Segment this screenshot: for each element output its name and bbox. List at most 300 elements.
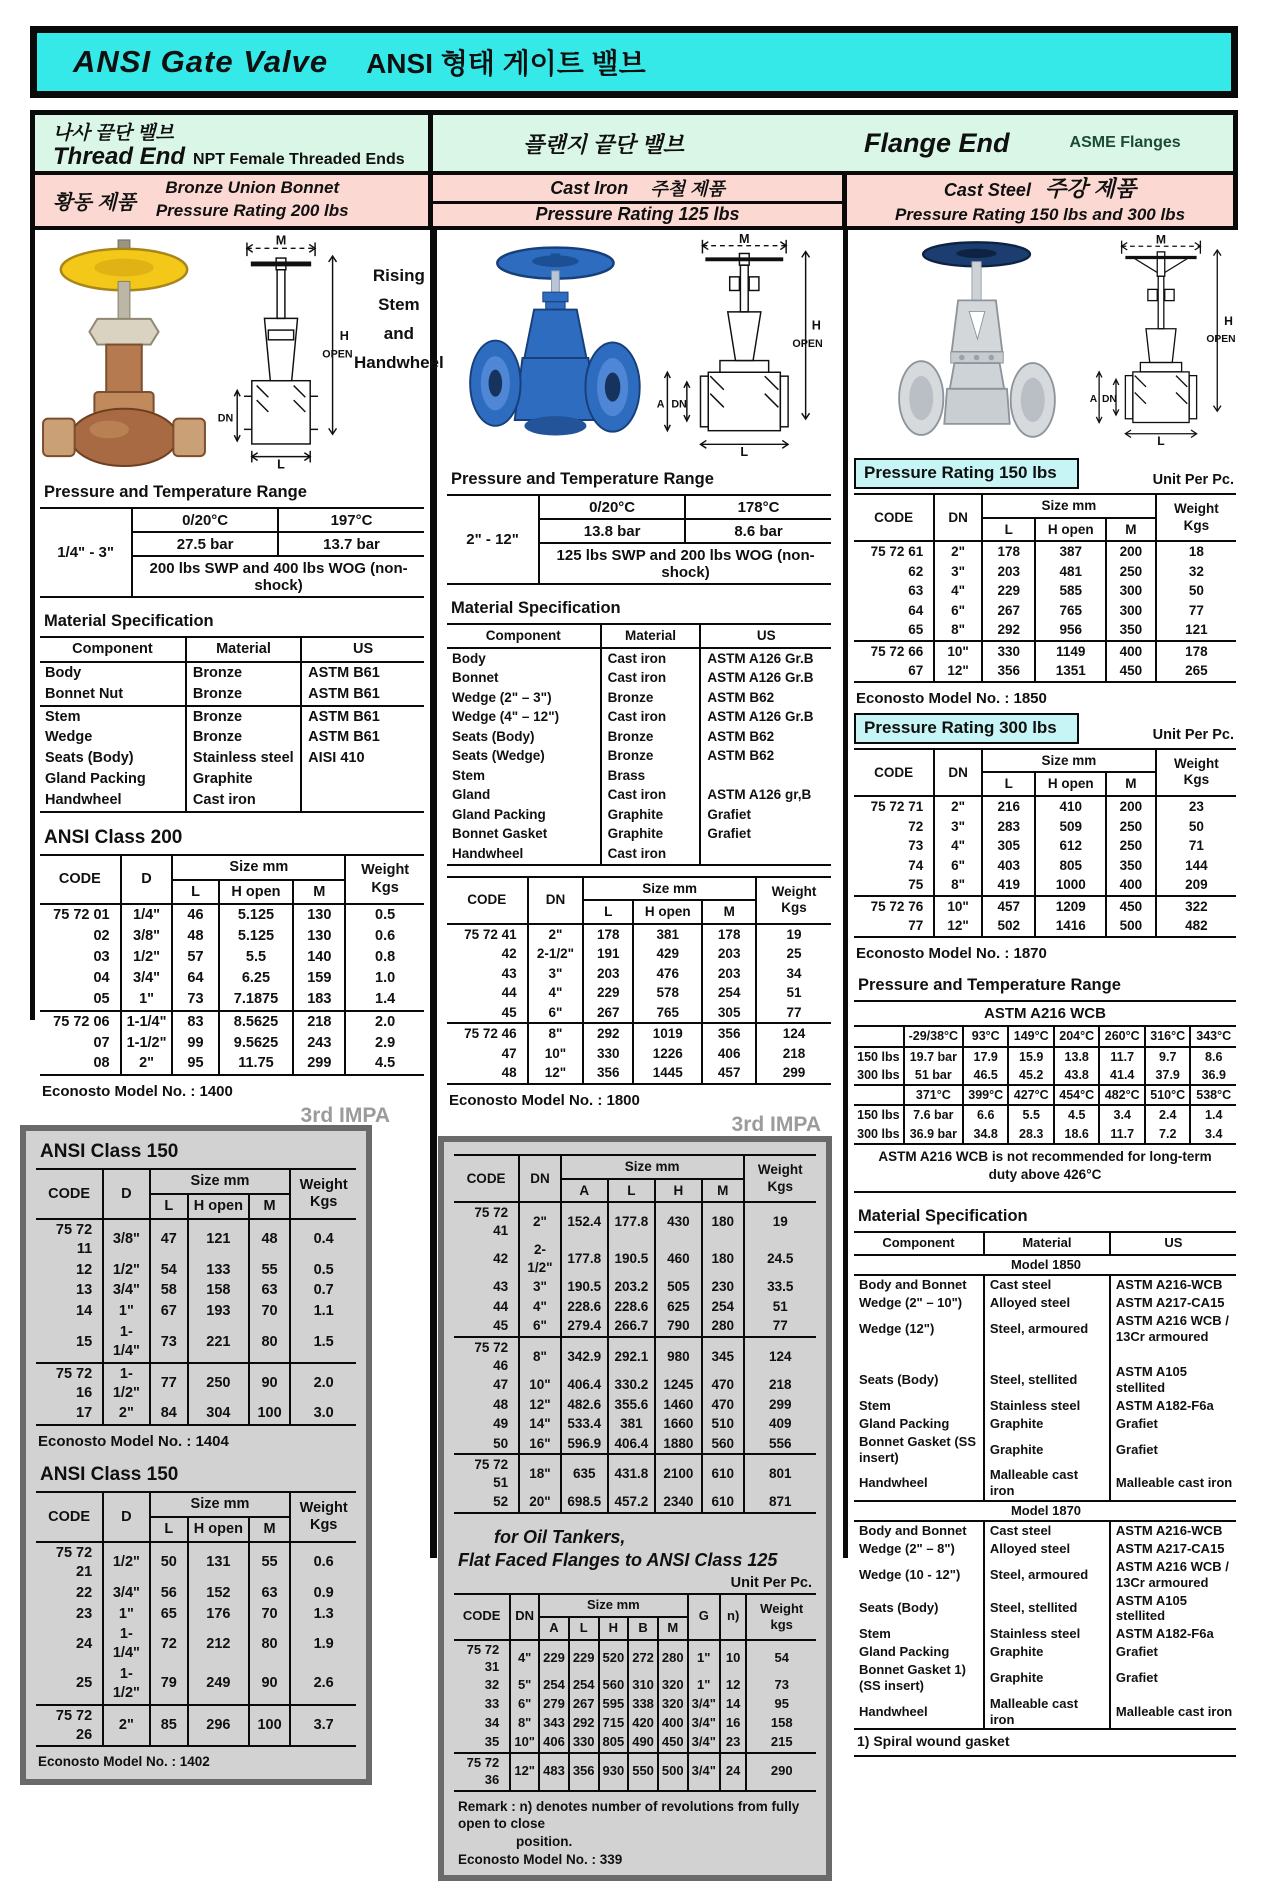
cell: 1-1/2" [103, 1664, 149, 1705]
cell: 1351 [1035, 661, 1106, 682]
cell: 10 [720, 1640, 747, 1677]
table-row [854, 1433, 1236, 1467]
table-row [454, 1297, 816, 1317]
cell: 4" [934, 581, 982, 601]
cell: ASTM B61 [301, 662, 424, 684]
cell: 350 [1106, 856, 1156, 876]
cell: 715 [599, 1714, 629, 1733]
table-row [854, 817, 1236, 837]
table-row [854, 856, 1236, 876]
cell: 0.6 [290, 1542, 356, 1583]
cell: 698.5 [561, 1492, 608, 1513]
cell: 99 [172, 1033, 218, 1054]
table-row [454, 1492, 816, 1513]
cell: 90 [249, 1363, 291, 1404]
cell: 1880 [655, 1434, 702, 1455]
table-row [854, 1312, 1236, 1346]
cell: 191 [583, 944, 633, 964]
cell: 0.7 [290, 1280, 356, 1301]
table-row [40, 727, 424, 748]
cell: Cast iron [601, 648, 701, 669]
cell: 73 [746, 1676, 816, 1695]
cell: 450 [658, 1733, 688, 1753]
cell: Bonnet Gasket 1) (SS insert) [859, 1661, 966, 1693]
cell: Gland [452, 787, 491, 803]
table-row [854, 1294, 1236, 1312]
cell: 18.6 [1054, 1125, 1100, 1144]
cell: 292 [982, 620, 1035, 641]
cell: Graphite [984, 1643, 1110, 1661]
cell: Wedge (4" – 12") [452, 709, 560, 725]
cell: 80 [249, 1322, 291, 1363]
cell: 502 [982, 916, 1035, 937]
cell: 5.125 [219, 904, 294, 926]
material-spec-table-left [40, 636, 424, 813]
cell: 533.4 [561, 1414, 608, 1434]
cell: Bonnet Gasket (SS insert) [859, 1433, 977, 1465]
cell: 218 [756, 1044, 831, 1064]
cell: 300 [1106, 601, 1156, 621]
cell: 16 [720, 1714, 747, 1733]
cell: 345 [702, 1337, 744, 1375]
cast-steel-column [854, 234, 1236, 1757]
cell: 470 [702, 1395, 744, 1415]
cell: 956 [1035, 620, 1106, 641]
table-row [40, 1053, 424, 1075]
cell: 1-1/4" [121, 1011, 173, 1033]
table-row [854, 661, 1236, 682]
cell: 500 [658, 1753, 688, 1791]
econosto-1800: Econosto Model No. : 1800 [449, 1092, 640, 1110]
cell: 0.8 [345, 947, 424, 968]
cell: 64 [908, 602, 924, 618]
table-row [854, 1026, 1236, 1046]
cell: 95 [746, 1695, 816, 1714]
cell: 635 [561, 1454, 608, 1492]
cell: 178 [702, 924, 756, 945]
cell: 07 [93, 1034, 110, 1051]
table-row [854, 1643, 1236, 1661]
cell: 4" [519, 1297, 561, 1317]
cell: 560 [702, 1434, 744, 1455]
cell: 10" [528, 1044, 584, 1064]
cell: 215 [746, 1733, 816, 1753]
cell: 46 [172, 904, 218, 926]
cell: 3/4" [103, 1583, 149, 1604]
cell: 356 [583, 1063, 633, 1084]
cell: 75 72 16 [36, 1363, 103, 1404]
table-row: A L H M [454, 1179, 816, 1203]
pt-table-left [40, 507, 424, 598]
col-l: L [172, 880, 218, 905]
table-row [454, 1753, 816, 1791]
impa-box-left [20, 1125, 372, 1785]
table-row [454, 1240, 816, 1277]
cell: 400 [1106, 875, 1156, 896]
cell: 62 [908, 563, 924, 579]
cell: ASTM B61 [301, 684, 424, 706]
table-row [854, 562, 1236, 582]
cell: 229 [982, 581, 1035, 601]
cell: Seats (Body) [45, 750, 134, 767]
cell: 490 [628, 1733, 658, 1753]
cell: 47 [501, 1045, 517, 1061]
cell: 292 [583, 1023, 633, 1044]
cell: 343 [539, 1714, 569, 1733]
svg-text:L: L [1157, 434, 1165, 448]
thread-end-ko: 나사 끝단 밸브 [53, 123, 174, 144]
material-spec-table-right [854, 1231, 1236, 1730]
bronze-line2: Pressure Rating 200 lbs [155, 201, 349, 221]
cell: 63 [249, 1280, 291, 1301]
cell [301, 790, 424, 812]
cell: 45.2 [1008, 1066, 1054, 1085]
table-row: Component Material US [447, 624, 831, 648]
cell: 22 [76, 1584, 93, 1601]
cell: Seats (Body) [859, 1600, 939, 1616]
cell: 50 [1156, 581, 1236, 601]
cell: Stem [452, 767, 486, 783]
cell: 585 [1035, 581, 1106, 601]
cell: 476 [633, 964, 702, 984]
cell: 429 [633, 944, 702, 964]
cell: 1" [121, 989, 173, 1011]
cell: ASTM A105 stellited [1110, 1592, 1236, 1626]
table-row [854, 1363, 1236, 1397]
table-row: CODE DN Size mm Weight Kgs [447, 877, 831, 901]
cell: 2100 [655, 1454, 702, 1492]
table-row [854, 581, 1236, 601]
table-row [454, 1202, 816, 1240]
table-row [447, 707, 831, 727]
cell: 48 [493, 1396, 509, 1412]
cell: 1445 [633, 1063, 702, 1084]
cell: 1149 [1035, 641, 1106, 662]
cell: 1/4" [121, 904, 173, 926]
table-row [40, 926, 424, 947]
cell: 1.0 [345, 968, 424, 989]
cell: 290 [746, 1753, 816, 1791]
table-row [40, 706, 424, 728]
econosto-1870: Econosto Model No. : 1870 [856, 944, 1047, 962]
cell: 48 [249, 1219, 291, 1260]
table-row [40, 947, 424, 968]
spiral-gasket-footnote: 1) Spiral wound gasket [854, 1730, 1236, 1757]
table-row: L H open M [854, 772, 1236, 796]
cell: 410 [1035, 796, 1106, 817]
cell: 431.8 [608, 1454, 655, 1492]
cell: 1-1/2" [103, 1363, 149, 1404]
table-row [854, 1047, 1236, 1066]
cell: 12" [519, 1395, 561, 1415]
table-row [454, 1414, 816, 1434]
cell: 121 [1156, 620, 1236, 641]
cell: 7.1875 [219, 989, 294, 1011]
cell: 56 [150, 1583, 188, 1604]
cell: 41.4 [1099, 1066, 1145, 1085]
cell: 4" [934, 836, 982, 856]
cell: Wedge (12") [859, 1320, 935, 1336]
cast-iron-product-cell [433, 175, 847, 226]
cell: 77 [908, 918, 924, 934]
cell: 5.5 [219, 947, 294, 968]
cell: 67 [150, 1301, 188, 1322]
cell: 150 lbs [854, 1047, 904, 1066]
cell: 254 [539, 1676, 569, 1695]
cell: ASTM B62 [700, 727, 831, 747]
cell: 70 [249, 1301, 291, 1322]
cell: ASTM A216-WCB [1110, 1275, 1236, 1294]
unit-per-pc-mid: Unit Per Pc. [730, 1574, 812, 1591]
cell: 356 [982, 661, 1035, 682]
cell: 133 [188, 1260, 249, 1281]
cell: 16" [519, 1434, 561, 1455]
cell: 381 [633, 924, 702, 945]
cell: 805 [599, 1733, 629, 1753]
thread-end-label: Thread End [53, 143, 186, 170]
cell: 45 [501, 1004, 517, 1020]
cell: 24 [720, 1753, 747, 1791]
cell: 14 [720, 1695, 747, 1714]
cell: 2" [103, 1403, 149, 1425]
cell: ASTM A126 Gr.B [700, 668, 831, 688]
cell: 510°C [1145, 1085, 1191, 1105]
cell: Stem [40, 706, 186, 728]
class150a-title: ANSI Class 150 [40, 1141, 179, 1163]
cell: ASTM A182-F6a [1110, 1397, 1236, 1415]
unit-per-pc-150: Unit Per Pc. [1152, 472, 1234, 488]
cell: Stem [859, 1398, 891, 1414]
cell: ASTM A105 stellited [1110, 1363, 1236, 1397]
cell: 320 [658, 1676, 688, 1695]
cell: 48 [172, 926, 218, 947]
cell: 6" [519, 1316, 561, 1337]
cell: -29/38°C [904, 1026, 963, 1046]
cell: 63 [908, 583, 924, 599]
cell: 2" [934, 796, 982, 817]
cell: 75 72 41 [474, 1205, 509, 1238]
cell: 3.4 [1099, 1105, 1145, 1124]
cell: 610 [702, 1492, 744, 1513]
table-row [36, 1403, 356, 1425]
cell: 4.5 [345, 1053, 424, 1075]
table-row: 200 lbs SWP and 400 lbs WOG (non-shock) [40, 556, 424, 597]
cell: 212 [188, 1624, 249, 1664]
cell: 19.7 bar [904, 1047, 963, 1066]
col-size-mm: Size mm [172, 855, 345, 880]
cell: 3" [528, 964, 584, 984]
cell: 228.6 [608, 1297, 655, 1317]
table-row [454, 1434, 816, 1455]
cell: 2.4 [1145, 1105, 1191, 1124]
cell: 44 [501, 985, 517, 1001]
bronze-valve-figure [40, 233, 444, 472]
cell: 2340 [655, 1492, 702, 1513]
cell: 355.6 [608, 1395, 655, 1415]
cell: 399°C [963, 1085, 1009, 1105]
cell: ASTM B62 [700, 746, 831, 766]
thread-end-cell [35, 115, 433, 171]
cell: 58 [150, 1280, 188, 1301]
cell: 75 72 76 [854, 896, 934, 917]
cell: Graphite [601, 824, 701, 844]
table-row [854, 896, 1236, 917]
cell: 316°C [1145, 1026, 1191, 1046]
cell: Graphite [984, 1433, 1110, 1467]
cell: Steel, stellited [984, 1592, 1110, 1626]
cell: 266.7 [608, 1316, 655, 1337]
table-row [36, 1301, 356, 1322]
cell: 8" [934, 875, 982, 896]
cell: 46.5 [963, 1066, 1009, 1085]
cell: 11.75 [219, 1053, 294, 1075]
cell: 32 [484, 1677, 500, 1693]
cell: 6.6 [963, 1105, 1009, 1124]
cell: Seats (Wedge) [452, 748, 545, 764]
cell: 77 [150, 1363, 188, 1404]
cell [854, 1085, 904, 1105]
bronze-line1: Bronze Union Bonnet [165, 178, 340, 198]
table-row [854, 1125, 1236, 1144]
cell: Bronze [186, 662, 301, 684]
remark-note: Remark : n) denotes number of revolutions from fully open to close position. [458, 1798, 800, 1849]
cell: 0.4 [290, 1219, 356, 1260]
cell: 32 [1156, 562, 1236, 582]
cell: 75 72 01 [53, 907, 110, 924]
end-type-row [35, 115, 1233, 175]
cell: 8.6 [1190, 1047, 1236, 1066]
cell: Bronze [601, 746, 701, 766]
table-row: A L H B M [454, 1617, 816, 1640]
cell: 216 [982, 796, 1035, 817]
cell: 1-1/4" [103, 1624, 149, 1664]
cell: ASTM A217-CA15 [1110, 1540, 1236, 1558]
table-row: CODE D Size mm Weight Kgs [36, 1492, 356, 1517]
cell: Malleable cast iron [984, 1466, 1110, 1501]
table-row [854, 1415, 1236, 1433]
cell: 230 [702, 1277, 744, 1297]
cell: 250 [1106, 817, 1156, 837]
cell: ASTM A216-WCB [1110, 1521, 1236, 1540]
cell: 283 [982, 817, 1035, 837]
cell: 43 [493, 1279, 509, 1295]
table-row [854, 1105, 1236, 1124]
cell: 610 [702, 1454, 744, 1492]
cell: 482.6 [561, 1395, 608, 1415]
table-row [40, 684, 424, 706]
table-row [854, 836, 1236, 856]
class150b-table [36, 1491, 356, 1747]
table-row [447, 824, 831, 844]
cell: Cast iron [186, 790, 301, 812]
cell: ASTM A217-CA15 [1110, 1294, 1236, 1312]
astm-header: ASTM A216 WCB [854, 1001, 1236, 1027]
cell: 12 [76, 1261, 93, 1278]
cell: 7.6 bar [904, 1105, 963, 1124]
table-row [36, 1542, 356, 1583]
cell: 7.2 [1145, 1125, 1191, 1144]
cell: 158 [188, 1280, 249, 1301]
cell: 54 [150, 1260, 188, 1281]
cell: 55 [249, 1260, 291, 1281]
cell: Cast iron [601, 844, 701, 865]
cell: 3/4" [688, 1695, 720, 1714]
cell: 178 [583, 924, 633, 945]
cell: 505 [655, 1277, 702, 1297]
cell: 279.4 [561, 1316, 608, 1337]
cell: 2-1/2" [519, 1240, 561, 1277]
divider-left-edge [30, 228, 35, 1020]
cell: 54 [746, 1640, 816, 1677]
rating-150-table [854, 493, 1236, 683]
cast-steel-product-cell [847, 175, 1233, 226]
cell: 1245 [655, 1375, 702, 1395]
cell: Gland Packing [452, 806, 546, 822]
cell: 409 [744, 1414, 816, 1434]
pt-title-right: Pressure and Temperature Range [858, 975, 1121, 994]
cell: ASTM A126 Gr.B [700, 707, 831, 727]
table-row [854, 1695, 1236, 1730]
cell: 596.9 [561, 1434, 608, 1455]
table-row: CODE DN Size mm G n) Weight kgs [454, 1594, 816, 1617]
table-row [454, 1695, 816, 1714]
cell: 130 [293, 904, 345, 926]
cell: 75 72 41 [464, 926, 517, 942]
cell: Grafiet [1110, 1433, 1236, 1467]
cell: Steel, stellited [984, 1363, 1110, 1397]
cell: Alloyed steel [984, 1540, 1110, 1558]
col-h-open: H open [219, 880, 294, 905]
cell: 75 72 21 [55, 1545, 93, 1580]
cell: 8.5625 [219, 1011, 294, 1033]
pt-table-mid [447, 494, 831, 585]
cell: 350 [1106, 620, 1156, 641]
cell: 75 72 11 [55, 1221, 93, 1257]
cell: Handwheel [859, 1703, 928, 1719]
table-row [854, 1397, 1236, 1415]
cell: Grafiet [700, 805, 831, 825]
cell: 450 [1106, 661, 1156, 682]
cell: 23 [1156, 796, 1236, 817]
cell: 47 [493, 1377, 509, 1393]
cell: 23 [76, 1605, 93, 1622]
table-row: CODE D Size mm Weight Kgs [36, 1169, 356, 1194]
cell: 250 [188, 1363, 249, 1404]
dim-h-label: H [339, 328, 349, 343]
table-row: 1/4" - 3" 0/20°C 197°C [40, 508, 424, 532]
unit-per-pc-300: Unit Per Pc. [1152, 726, 1234, 743]
svg-text:L: L [740, 445, 749, 459]
cell: 14" [519, 1414, 561, 1434]
cell: 218 [744, 1375, 816, 1395]
cell: 193 [188, 1301, 249, 1322]
cell: 67 [908, 663, 924, 679]
class150a-table [36, 1168, 356, 1426]
cell: 75 72 51 [454, 1454, 519, 1492]
cell: 50 [493, 1435, 509, 1451]
cell: 8" [528, 1023, 584, 1044]
table-row [854, 1001, 1236, 1027]
cell: 200 [1106, 541, 1156, 562]
cell: 6.25 [219, 968, 294, 989]
cell: 1660 [655, 1414, 702, 1434]
cell: 481 [1035, 562, 1106, 582]
cell: 36.9 bar [904, 1125, 963, 1144]
table-row [447, 1003, 831, 1024]
cell: Graphite [984, 1415, 1110, 1433]
cell: 124 [756, 1023, 831, 1044]
cell: 176 [188, 1604, 249, 1625]
